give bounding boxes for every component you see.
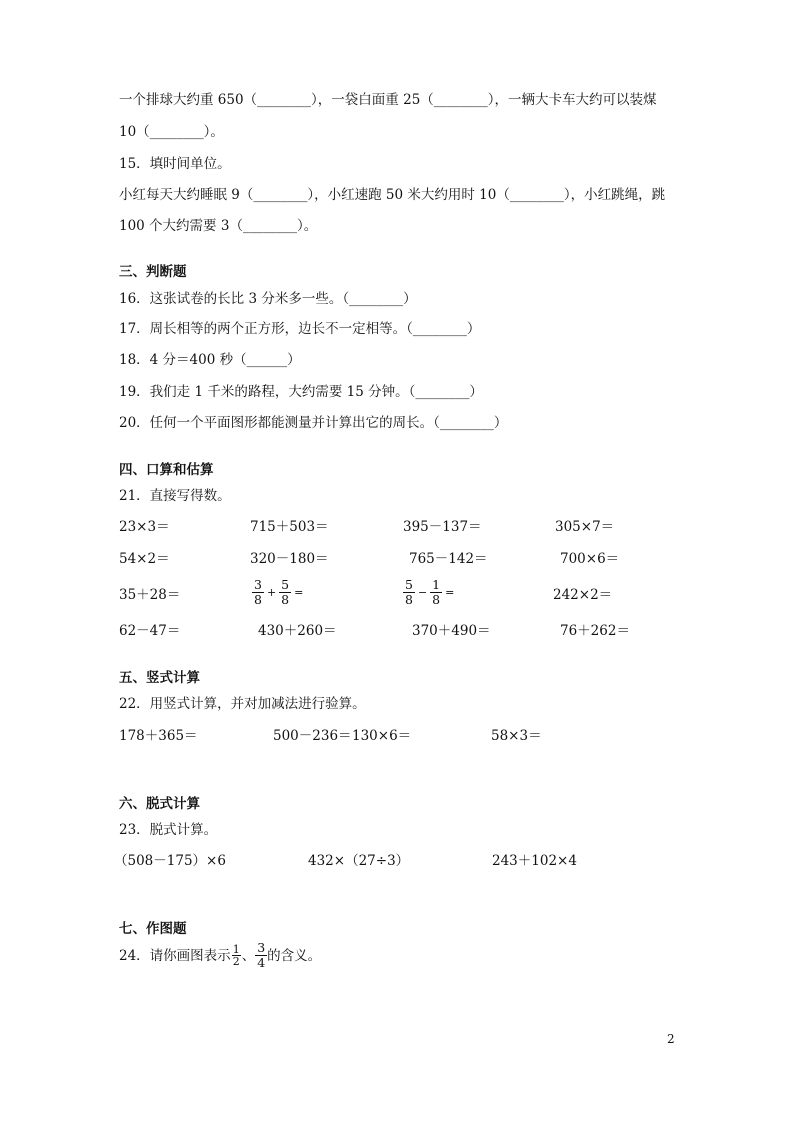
calc-r1-c3: 395－137＝ bbox=[403, 519, 482, 535]
step-calc-2: 432×（27÷3） bbox=[308, 853, 410, 869]
calc-r4-c1: 62－47＝ bbox=[119, 623, 181, 639]
question-21-title: 21．直接写得数。 bbox=[119, 488, 231, 504]
fraction-3-8: $\frac{3}{8}$ bbox=[254, 577, 262, 607]
question-17: 17．周长相等的两个正方形，边长不一定相等。（________） bbox=[119, 321, 481, 337]
calc-r2-c2: 320－180＝ bbox=[250, 551, 329, 567]
fraction-addition bbox=[252, 578, 303, 607]
question-23-title: 23．脱式计算。 bbox=[119, 822, 218, 838]
calc-r2-c1: 54×2＝ bbox=[119, 551, 170, 567]
calc-r2-c4: 700×6＝ bbox=[560, 551, 620, 567]
step-calc-1: （508－175）×6 bbox=[114, 853, 226, 869]
step-calc-3: 243＋102×4 bbox=[492, 853, 577, 869]
plus-sign: + bbox=[266, 586, 277, 599]
equals-sign: = bbox=[445, 586, 455, 599]
calc-r2-c3: 765－142＝ bbox=[409, 551, 488, 567]
calc-r1-c4: 305×7＝ bbox=[555, 519, 615, 535]
q15-line2: 100 个大约需要 3（________）。 bbox=[119, 218, 318, 234]
equals-sign: = bbox=[294, 586, 304, 599]
q14-line1: 一个排球大约重 650（________），一袋白面重 25（________），一辆大卡车大约可以装煤 bbox=[119, 92, 657, 108]
fraction-subtraction bbox=[403, 578, 454, 607]
fraction-5-8: $\frac{5}{8}$ bbox=[405, 577, 413, 607]
section3-heading: 三、判断题 bbox=[119, 264, 187, 280]
fraction-3-4: $\frac{3}{4}$ bbox=[257, 940, 266, 970]
question-20: 20．任何一个平面图形都能测量并计算出它的周长。（________） bbox=[119, 415, 508, 431]
minus-sign: − bbox=[417, 586, 428, 599]
section5-heading: 五、竖式计算 bbox=[119, 670, 200, 686]
question-24 bbox=[119, 941, 321, 970]
calc-r4-c2: 430＋260＝ bbox=[258, 623, 337, 639]
q14-line2: 10（________）。 bbox=[119, 124, 224, 140]
q15-line1: 小红每天大约睡眠 9（________），小红速跑 50 米大约用时 10（________），小红跳绳，跳 bbox=[119, 187, 666, 203]
question-24-separator: 、 bbox=[241, 947, 256, 964]
q15-title: 15．填时间单位。 bbox=[119, 156, 231, 172]
vertical-calc-2: 500－236＝ bbox=[273, 728, 352, 744]
vertical-calc-4: 58×3＝ bbox=[491, 728, 542, 744]
calc-r3-c4: 242×2＝ bbox=[553, 587, 613, 603]
question-22-title: 22．用竖式计算，并对加减法进行验算。 bbox=[119, 696, 366, 712]
fraction-1-8: $\frac{1}{8}$ bbox=[432, 577, 441, 607]
calc-r3-c1: 35＋28＝ bbox=[119, 587, 181, 603]
question-24-prefix: 24．请你画图表示 bbox=[119, 947, 231, 964]
calc-r4-c4: 76＋262＝ bbox=[560, 623, 630, 639]
question-24-suffix: 的含义。 bbox=[267, 947, 322, 964]
section4-heading: 四、口算和估算 bbox=[119, 462, 214, 478]
page-number: 2 bbox=[667, 1032, 675, 1046]
fraction-1-2: $\frac{1}{2}$ bbox=[232, 943, 240, 968]
calc-r1-c1: 23×3＝ bbox=[119, 519, 170, 535]
vertical-calc-3: 130×6＝ bbox=[352, 728, 412, 744]
fraction-5-8: $\frac{5}{8}$ bbox=[281, 577, 290, 607]
question-18: 18．4 分＝400 秒（______） bbox=[119, 352, 301, 368]
question-16: 16．这张试卷的长比 3 分米多一些。（________） bbox=[119, 291, 417, 307]
vertical-calc-1: 178＋365＝ bbox=[119, 728, 198, 744]
question-19: 19．我们走 1 千米的路程，大约需要 15 分钟。（________） bbox=[119, 384, 483, 400]
section7-heading: 七、作图题 bbox=[119, 921, 187, 937]
section6-heading: 六、脱式计算 bbox=[119, 796, 200, 812]
calc-r4-c3: 370＋490＝ bbox=[412, 623, 491, 639]
calc-r1-c2: 715＋503＝ bbox=[250, 519, 329, 535]
